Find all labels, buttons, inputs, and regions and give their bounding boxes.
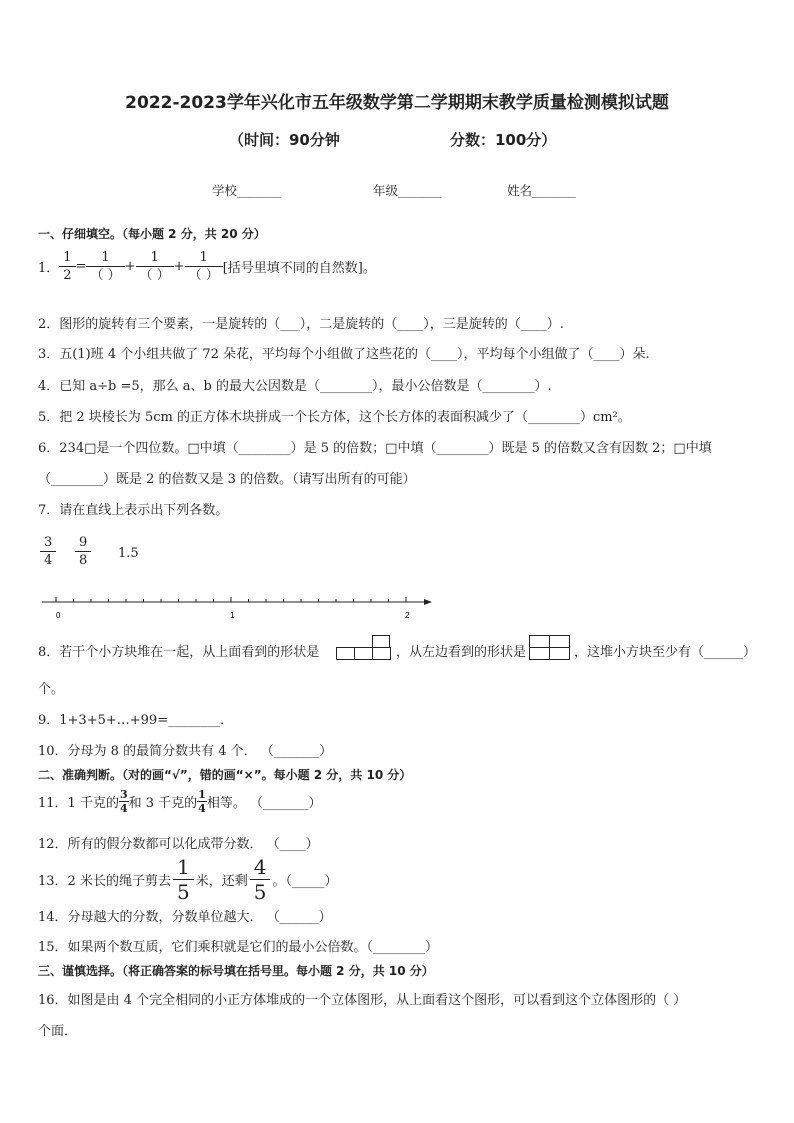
tick-label-2: 2 bbox=[405, 611, 410, 620]
q13-fraction-4-5: $\frac{4}{5}$ bbox=[250, 857, 271, 902]
q1-fraction-lhs: $\frac{1}{2}$ bbox=[59, 251, 75, 282]
q7-number-3-4: $\frac{3}{4}$ bbox=[40, 536, 56, 567]
grade-field: 年级_______ bbox=[373, 183, 442, 198]
question-2: 2．图形的旋转有三个要素，一是旋转的（___），二是旋转的（____），三是旋转的（____）. bbox=[38, 317, 564, 332]
number-line-ticks bbox=[56, 597, 406, 602]
q1-fraction-term-1: $\frac{1}{( )}$ bbox=[86, 251, 124, 282]
question-11: 11．1 千克的 $\frac{3}{4}$ 和 3 千克的 $\frac{1}{4}$ 相等。 （_______） bbox=[38, 788, 322, 815]
question-16-line-1: 16．如图是由 4 个完全相同的小正方体堆成的一个立体图形，从上面看这个图形，可以看到这个立体图形的（ ） bbox=[38, 993, 687, 1008]
question-13: 13．2 米长的绳子剪去 $\frac{1}{5}$ 米，还剩 $\frac{4}{5}$ 。（_____） bbox=[38, 855, 338, 904]
q8-top-view-figure bbox=[336, 635, 392, 661]
q13-fraction-1-5: $\frac{1}{5}$ bbox=[173, 857, 194, 902]
number-line-arrow bbox=[424, 599, 432, 605]
question-8-part-3: ，这堆小方块至少有（______） bbox=[574, 645, 757, 660]
question-8-part-2: ，从左边看到的形状是 bbox=[396, 645, 527, 660]
page-title: 2022-2023学年兴化市五年级数学第二学期期末教学质量检测模拟试题 bbox=[125, 93, 669, 113]
section-2-heading: 二、准确判断。（对的画“√”，错的画“×”。每小题 2 分，共 10 分） bbox=[38, 768, 412, 782]
question-7: 7．请在直线上表示出下列各数。 bbox=[38, 503, 229, 518]
question-6-line-2: （________）既是 2 的倍数又是 3 的倍数。（请写出所有的可能） bbox=[38, 472, 416, 487]
section-3-heading: 三、谨慎选择。（将正确答案的标号填在括号里。每小题 2 分，共 10 分） bbox=[38, 964, 434, 978]
section-1-heading: 一、仔细填空。（每小题 2 分，共 20 分） bbox=[38, 227, 266, 241]
question-6-line-1: 6．234□是一个四位数。□中填（________）是 5 的倍数；□中填（________）既是 5 的倍数又含有因数 2；□中填 bbox=[38, 441, 712, 456]
q7-number-1-5: 1.5 bbox=[118, 546, 139, 561]
question-1: 1． $\frac{1}{2}$ = $\frac{1}{( )}$ + $\frac{1}{( )}$ + $\frac{1}{( )}$ [括号里填不同的自然数]。 bbox=[38, 250, 376, 283]
question-4: 4．已知 a÷b =5，那么 a、b 的最大公因数是（________），最小公倍数是（________）. bbox=[38, 379, 552, 394]
question-15: 15．如果两个数互质，它们乘积就是它们的最小公倍数。（________） bbox=[38, 940, 439, 955]
number-line bbox=[38, 592, 438, 624]
question-5: 5．把 2 块棱长为 5cm 的正方体木块拼成一个长方体，这个长方体的表面积减少了（________）cm²。 bbox=[38, 410, 631, 425]
q1-fraction-term-3: $\frac{1}{( )}$ bbox=[185, 251, 223, 282]
q7-number-9-8: $\frac{9}{8}$ bbox=[75, 536, 91, 567]
name-field: 姓名_______ bbox=[507, 183, 576, 198]
q11-fraction-3-4: $\frac{3}{4}$ bbox=[119, 788, 128, 815]
q1-tail: [括号里填不同的自然数]。 bbox=[222, 261, 376, 276]
question-8-line-2: 个。 bbox=[38, 682, 65, 697]
question-3: 3．五(1)班 4 个小组共做了 72 朵花，平均每个小组做了这些花的（____），平均每个小组做了（____）朵. bbox=[38, 347, 650, 362]
q1-number: 1． bbox=[38, 261, 60, 276]
question-8-part-1: 8．若干个小方块堆在一起，从上面看到的形状是 bbox=[38, 645, 320, 660]
exam-score: 分数：100分） bbox=[450, 131, 557, 149]
q8-left-view-figure bbox=[529, 635, 571, 661]
tick-label-1: 1 bbox=[230, 611, 235, 620]
question-14: 14．分母越大的分数，分数单位越大． （______） bbox=[38, 910, 332, 925]
q11-fraction-1-4: $\frac{1}{4}$ bbox=[198, 788, 206, 815]
question-9: 9．1+3+5+…+99=________． bbox=[38, 713, 234, 728]
exam-time: （时间：90分钟 bbox=[229, 131, 340, 149]
school-field: 学校_______ bbox=[212, 183, 281, 198]
question-12: 12．所有的假分数都可以化成带分数． （____） bbox=[38, 837, 319, 852]
tick-label-0: 0 bbox=[56, 611, 61, 620]
question-16-line-2: 个面． bbox=[38, 1024, 78, 1039]
question-10: 10．分母为 8 的最简分数共有 4 个． （_______） bbox=[38, 744, 333, 759]
q1-fraction-term-2: $\frac{1}{( )}$ bbox=[136, 251, 174, 282]
